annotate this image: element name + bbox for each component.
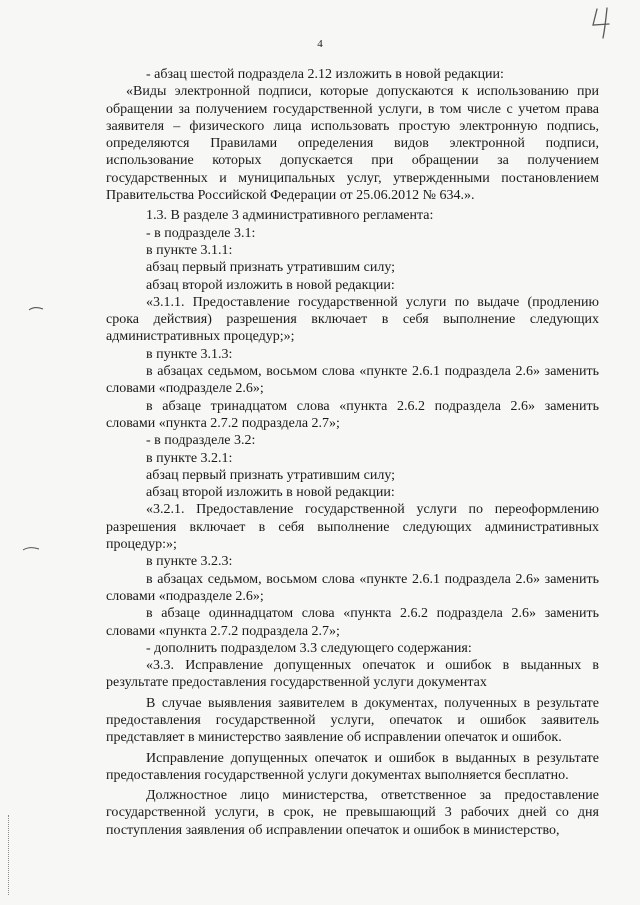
paragraph: в абзаце тринадцатом слова «пункта 2.6.2 подраздела 2.6» заменить словами «пункта 2.7.2 подраздела 2.7»; xyxy=(106,398,599,431)
paragraph: в пункте 3.2.3: xyxy=(146,554,233,570)
paragraph: В случае выявления заявителем в документах, полученных в результате предоставления государственной услуги, опечаток и ошибок заявитель представляет в министерство заявление об исправлении опечаток и ошибок. xyxy=(106,695,599,746)
paragraph: в абзаце одиннадцатом слова «пункта 2.6.2 подраздела 2.6» заменить словами «пункта 2.7.2 подраздела 2.7»; xyxy=(106,606,599,639)
paragraph: 1.3. В разделе 3 административного регламента: xyxy=(146,208,434,224)
paragraph: Исправление допущенных опечаток и ошибок в выданных в результате предоставления государственной услуги документах выполняется бесплатно. xyxy=(106,750,599,783)
paragraph: - абзац шестой подраздела 2.12 изложить в новой редакции: xyxy=(146,67,504,82)
page-number: 4 xyxy=(317,38,323,50)
paragraph: «3.1.1. Предоставление государственной услуги по выдаче (продлению срока действия) разрешения включает в себя выполнение следующих административных процедур;»; xyxy=(106,294,599,345)
paragraph: «3.3. Исправление допущенных опечаток и ошибок в выданных в результате предоставления государственной услуги документах xyxy=(106,658,599,691)
paragraph: Должностное лицо министерства, ответственное за предоставление государственной услуги, в срок, не превышающий 3 рабочих дней со дня поступления заявления об исправлении опечаток и ошибок в министерство, xyxy=(106,788,599,838)
paragraph: в пункте 3.1.3: xyxy=(146,346,233,362)
paragraph: в абзацах седьмом, восьмом слова «пункте 2.6.1 подраздела 2.6» заменить словами «подразделе 2.6»; xyxy=(106,364,599,397)
margin-dash-mark xyxy=(28,306,44,312)
paragraph: - дополнить подразделом 3.3 следующего содержания: xyxy=(146,640,472,656)
paragraph: в абзацах седьмом, восьмом слова «пункте 2.6.1 подраздела 2.6» заменить словами «подразделе 2.6»; xyxy=(106,571,599,604)
paragraph: - в подразделе 3.1: xyxy=(146,225,256,241)
scan-edge-line xyxy=(8,815,10,895)
paragraph: в пункте 3.2.1: xyxy=(146,450,233,466)
paragraph: - в подразделе 3.2: xyxy=(146,433,256,449)
paragraph: в пункте 3.1.1: xyxy=(146,242,233,258)
margin-dash-mark xyxy=(22,546,40,552)
paragraph: абзац второй изложить в новой редакции: xyxy=(146,485,395,501)
paragraph: абзац второй изложить в новой редакции: xyxy=(146,277,395,293)
paragraph: «3.2.1. Предоставление государственной услуги по переоформлению разрешения включает в себя выполнение следующих административных процедур:»; xyxy=(106,502,599,553)
handwritten-page-mark xyxy=(588,6,616,40)
paragraph: «Виды электронной подписи, которые допускаются к использованию при обращении за получением государственной услуги, в том числе с учетом права заявителя – физического лица использовать простую электронную подпись, определяются Правилами определения видов электронной подписи, использование которых допускается при обращении за получением государственных и муниципальных услуг, утвержденными постановлением Правительства Российской Федерации от 25.06.2012 № 634.». xyxy=(106,84,599,204)
paragraph: абзац первый признать утратившим силу; xyxy=(146,467,396,483)
document-body xyxy=(106,66,599,839)
paragraph: абзац первый признать утратившим силу; xyxy=(146,260,396,276)
